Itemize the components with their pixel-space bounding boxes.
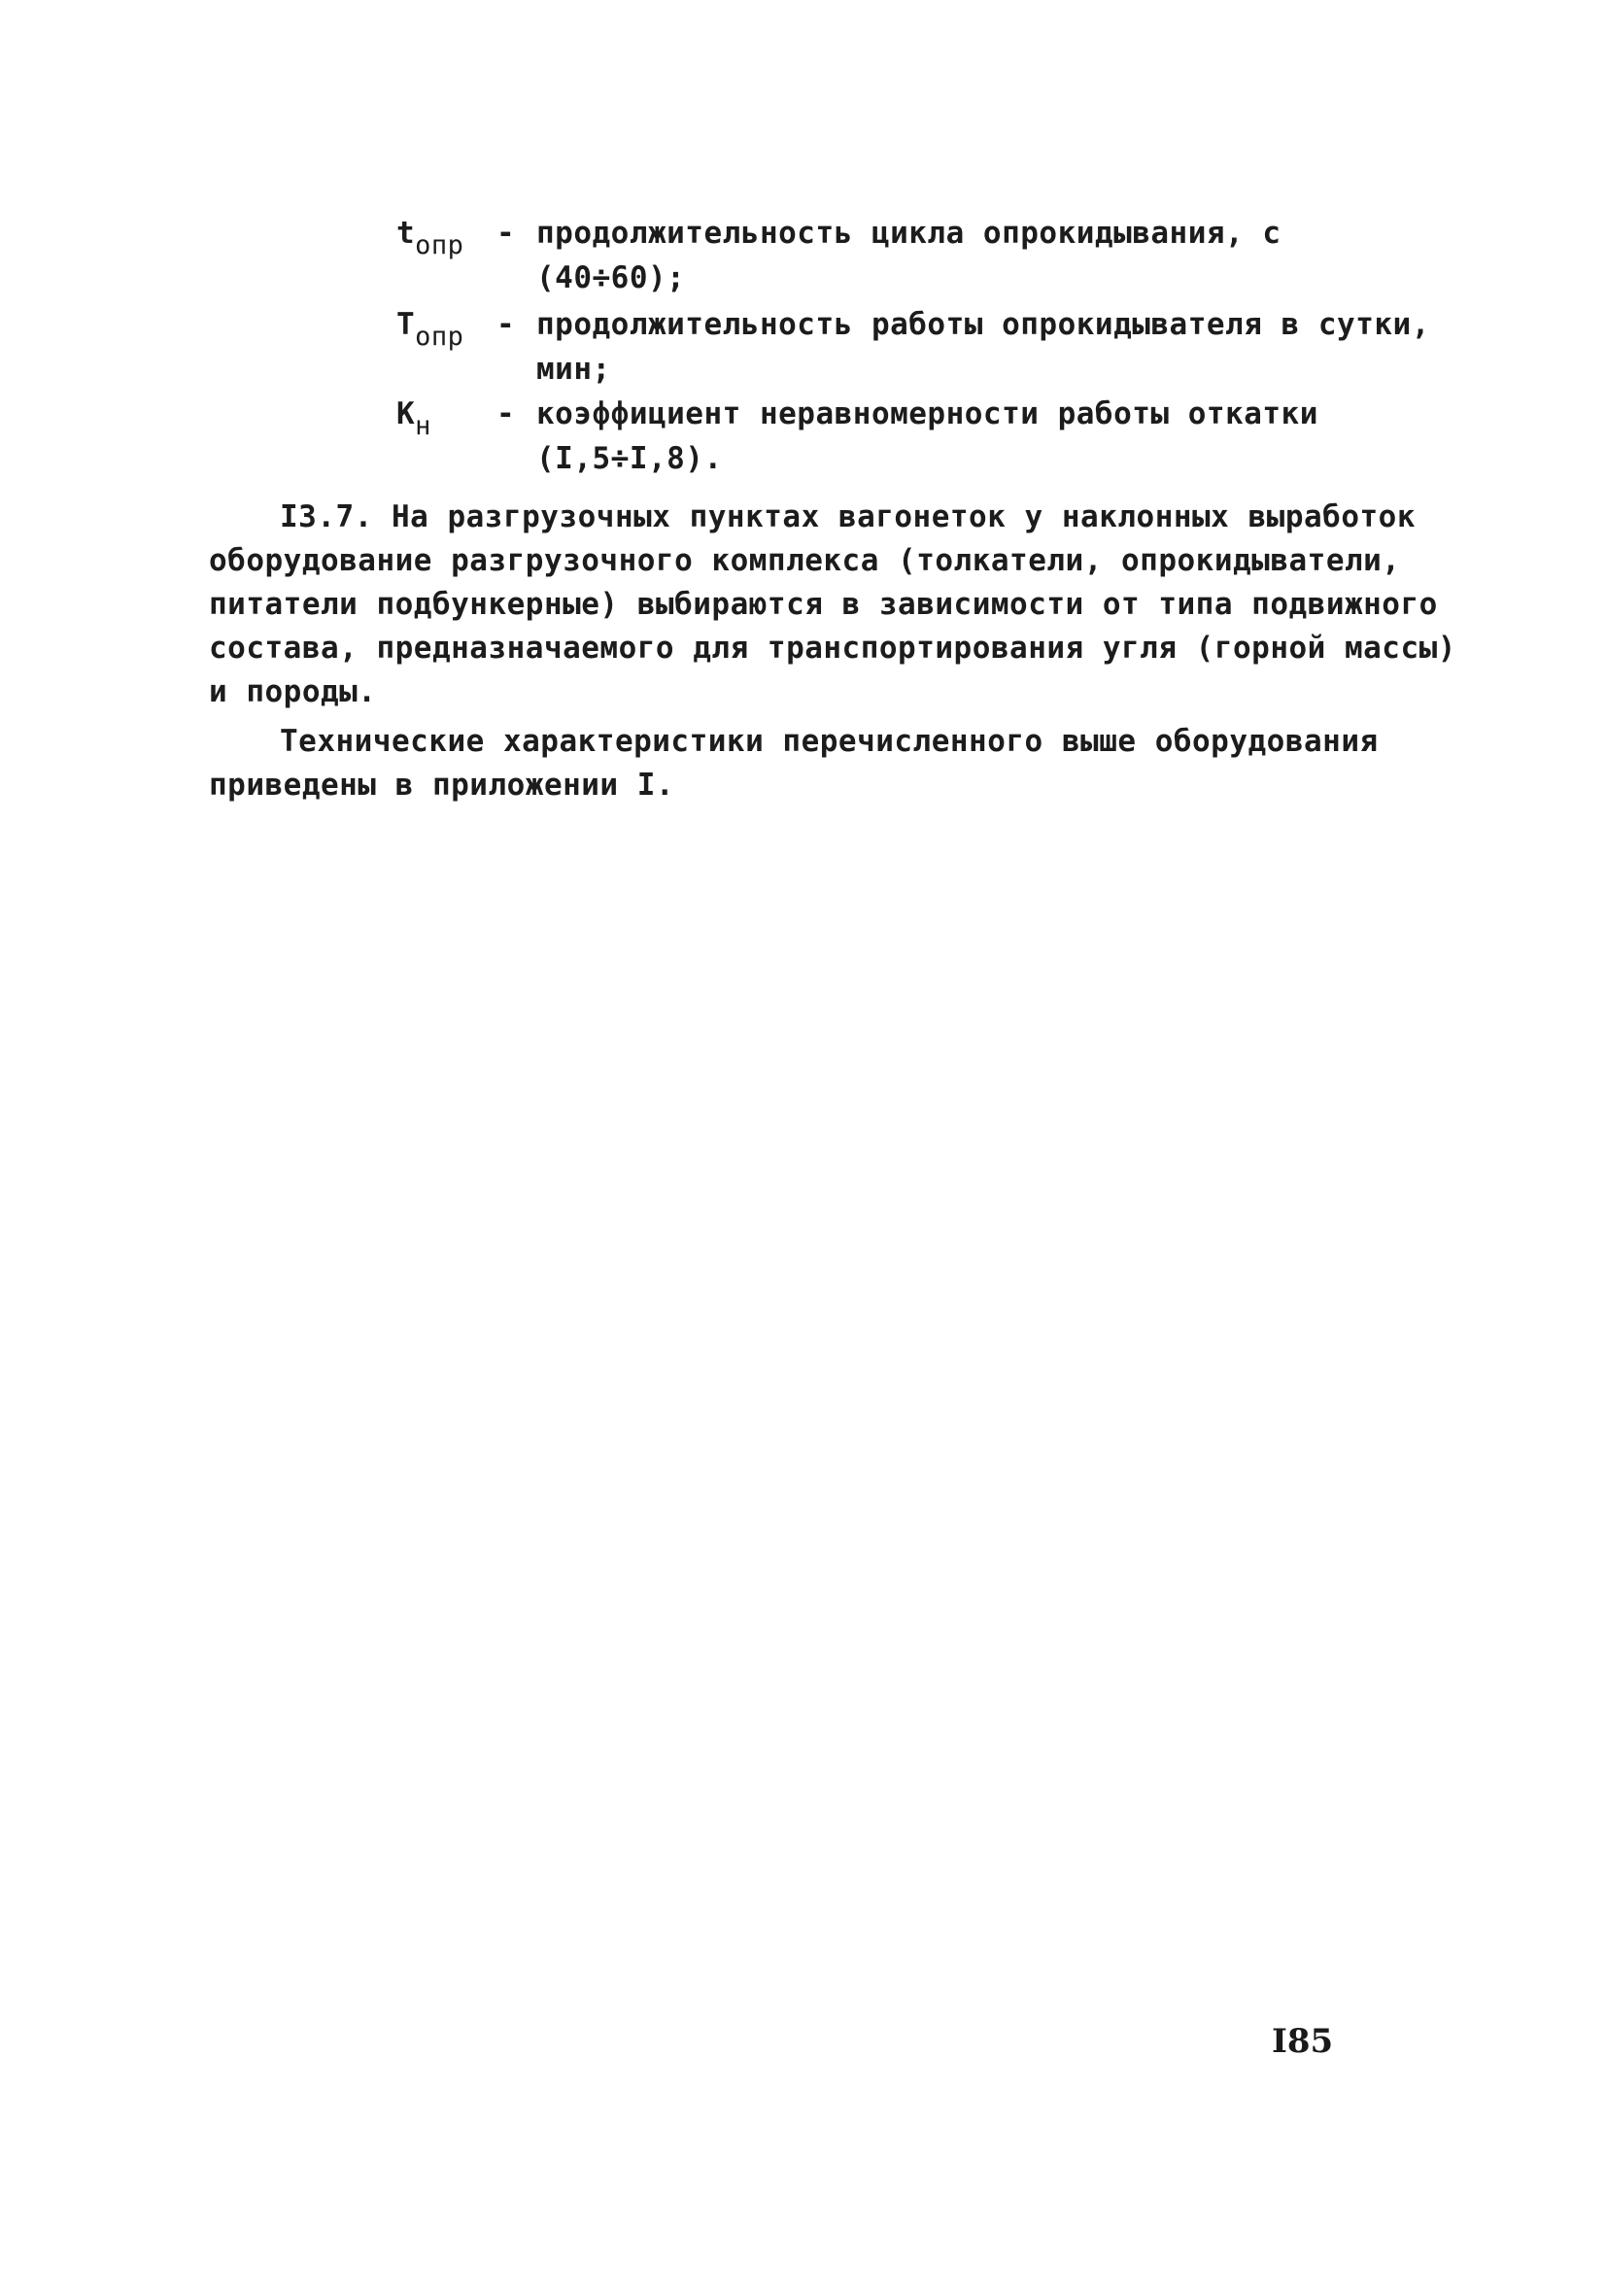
definition-K-n: [396, 396, 1426, 494]
definition-text-line: продолжительность работы опрокидывателя в сутки,: [536, 307, 1430, 342]
definition-text-line: (40÷60);: [536, 260, 686, 295]
definition-text-line: мин;: [536, 352, 611, 387]
paragraph-line: оборудование разгрузочного комплекса (толкатели, опрокидыватели,: [209, 543, 1401, 578]
symbol-t-opr: $t_{опр}$: [396, 216, 464, 261]
paragraph-line: состава, предназначаемого для транспортирования угля (горной массы): [209, 631, 1456, 666]
paragraph-line: приведены в приложении I.: [209, 768, 675, 803]
definition-T-opr: [396, 307, 1430, 404]
page-number: I85: [1272, 2022, 1334, 2061]
definition-text-line: продолжительность цикла опрокидывания, с: [536, 216, 1281, 251]
definition-dash: -: [496, 307, 516, 342]
symbol-T-opr: $Т_{опр}$: [396, 307, 464, 353]
definition-text-line: (I,5÷I,8).: [536, 441, 723, 476]
paragraph-line: питатели подбункерные) выбираются в зависимости от типа подвижного: [209, 587, 1438, 622]
paragraph-line: и породы.: [209, 674, 377, 709]
symbol-K-n: $К_н$: [396, 396, 431, 442]
paragraph-line: Технические характеристики перечисленного выше оборудования: [280, 724, 1379, 759]
paragraph-line: I3.7. На разгрузочных пунктах вагонеток у наклонных выработок: [280, 499, 1416, 534]
definition-dash: -: [496, 216, 516, 251]
definition-text-line: коэффициент неравномерности работы откатки: [536, 396, 1318, 431]
definition-t-opr: [396, 216, 1426, 313]
definition-dash: -: [496, 396, 516, 431]
